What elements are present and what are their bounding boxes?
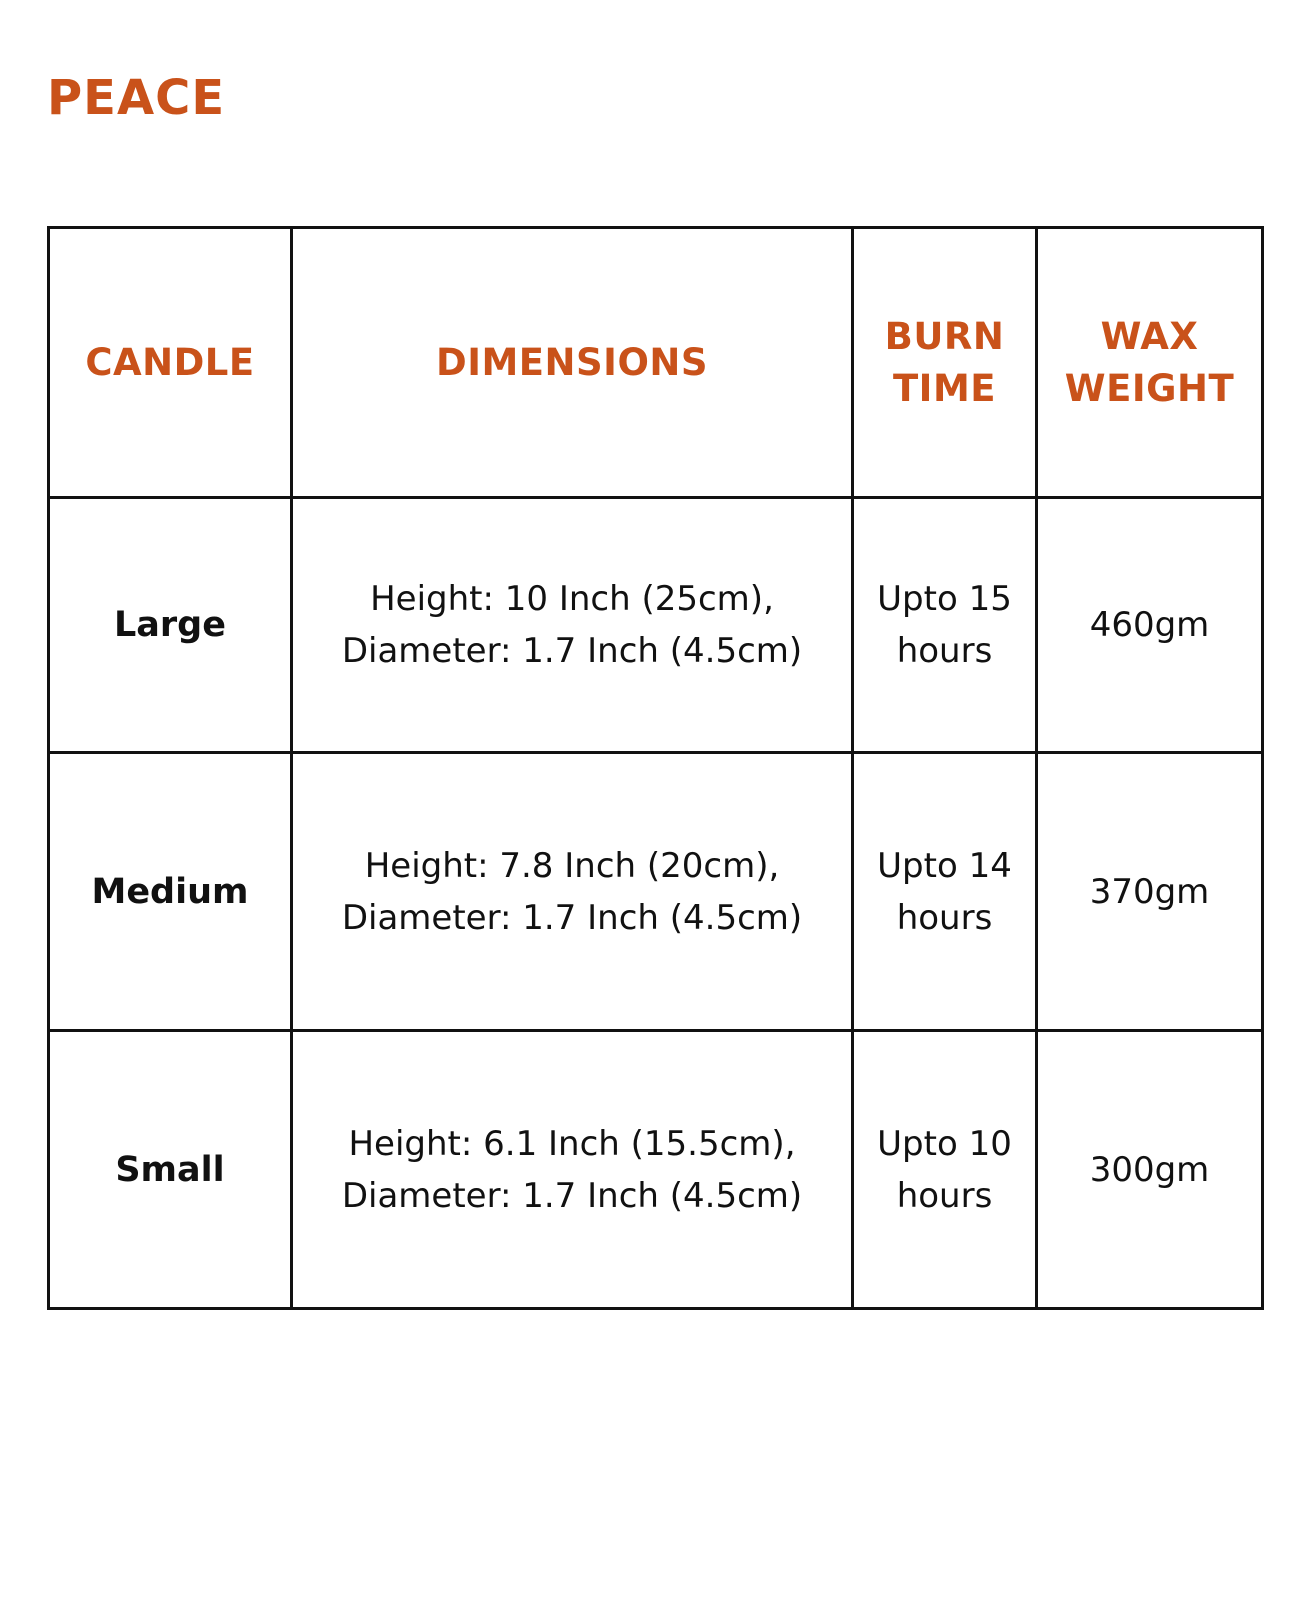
dimensions-height-large: Height: 10 Inch (25cm), <box>370 579 774 619</box>
dimensions-diameter-large: Diameter: 1.7 Inch (4.5cm) <box>341 631 803 671</box>
table-row-medium <box>49 753 1263 1031</box>
burn-time-small-line-2: hours <box>896 1175 993 1216</box>
burn-time-medium-line-1: Upto 14 <box>877 845 1012 886</box>
candle-spec-table <box>47 226 1264 1310</box>
cell-wax-weight-small: 300gm <box>1037 1031 1263 1309</box>
header-burn-time-line-1: BURN <box>884 314 1005 358</box>
table-row-small <box>49 1031 1263 1309</box>
header-wax-weight-line-1: WAX <box>1100 314 1199 358</box>
header-burn-time <box>853 228 1037 498</box>
cell-burn-time-medium <box>853 753 1037 1031</box>
header-candle-text: CANDLE <box>85 340 255 384</box>
cell-candle-large: Large <box>49 498 292 753</box>
cell-burn-time-large <box>853 498 1037 753</box>
dimensions-diameter-small: Diameter: 1.7 Inch (4.5cm) <box>341 1175 803 1216</box>
dimensions-height-small: Height: 6.1 Inch (15.5cm), <box>348 1123 796 1164</box>
header-wax-weight-line-2: WEIGHT <box>1064 366 1235 410</box>
cell-candle-medium: Medium <box>49 753 292 1031</box>
page-title: PEACE <box>47 70 226 126</box>
header-candle <box>49 228 292 498</box>
header-dimensions-text: DIMENSIONS <box>435 340 709 384</box>
cell-wax-weight-large: 460gm <box>1037 498 1263 753</box>
cell-dimensions-medium <box>292 753 853 1031</box>
cell-wax-weight-medium: 370gm <box>1037 753 1263 1031</box>
burn-time-large-line-1: Upto 15 <box>877 579 1012 619</box>
table-row-large <box>49 498 1263 753</box>
burn-time-medium-line-2: hours <box>896 897 993 938</box>
cell-dimensions-small <box>292 1031 853 1309</box>
header-wax-weight <box>1037 228 1263 498</box>
header-dimensions <box>292 228 853 498</box>
burn-time-small-line-1: Upto 10 <box>877 1123 1012 1164</box>
cell-burn-time-small <box>853 1031 1037 1309</box>
dimensions-diameter-medium: Diameter: 1.7 Inch (4.5cm) <box>341 897 803 938</box>
burn-time-large-line-2: hours <box>896 631 993 671</box>
dimensions-height-medium: Height: 7.8 Inch (20cm), <box>364 845 780 886</box>
cell-candle-small: Small <box>49 1031 292 1309</box>
cell-dimensions-large <box>292 498 853 753</box>
header-burn-time-line-2: TIME <box>892 366 997 410</box>
table-header-row <box>49 228 1263 498</box>
